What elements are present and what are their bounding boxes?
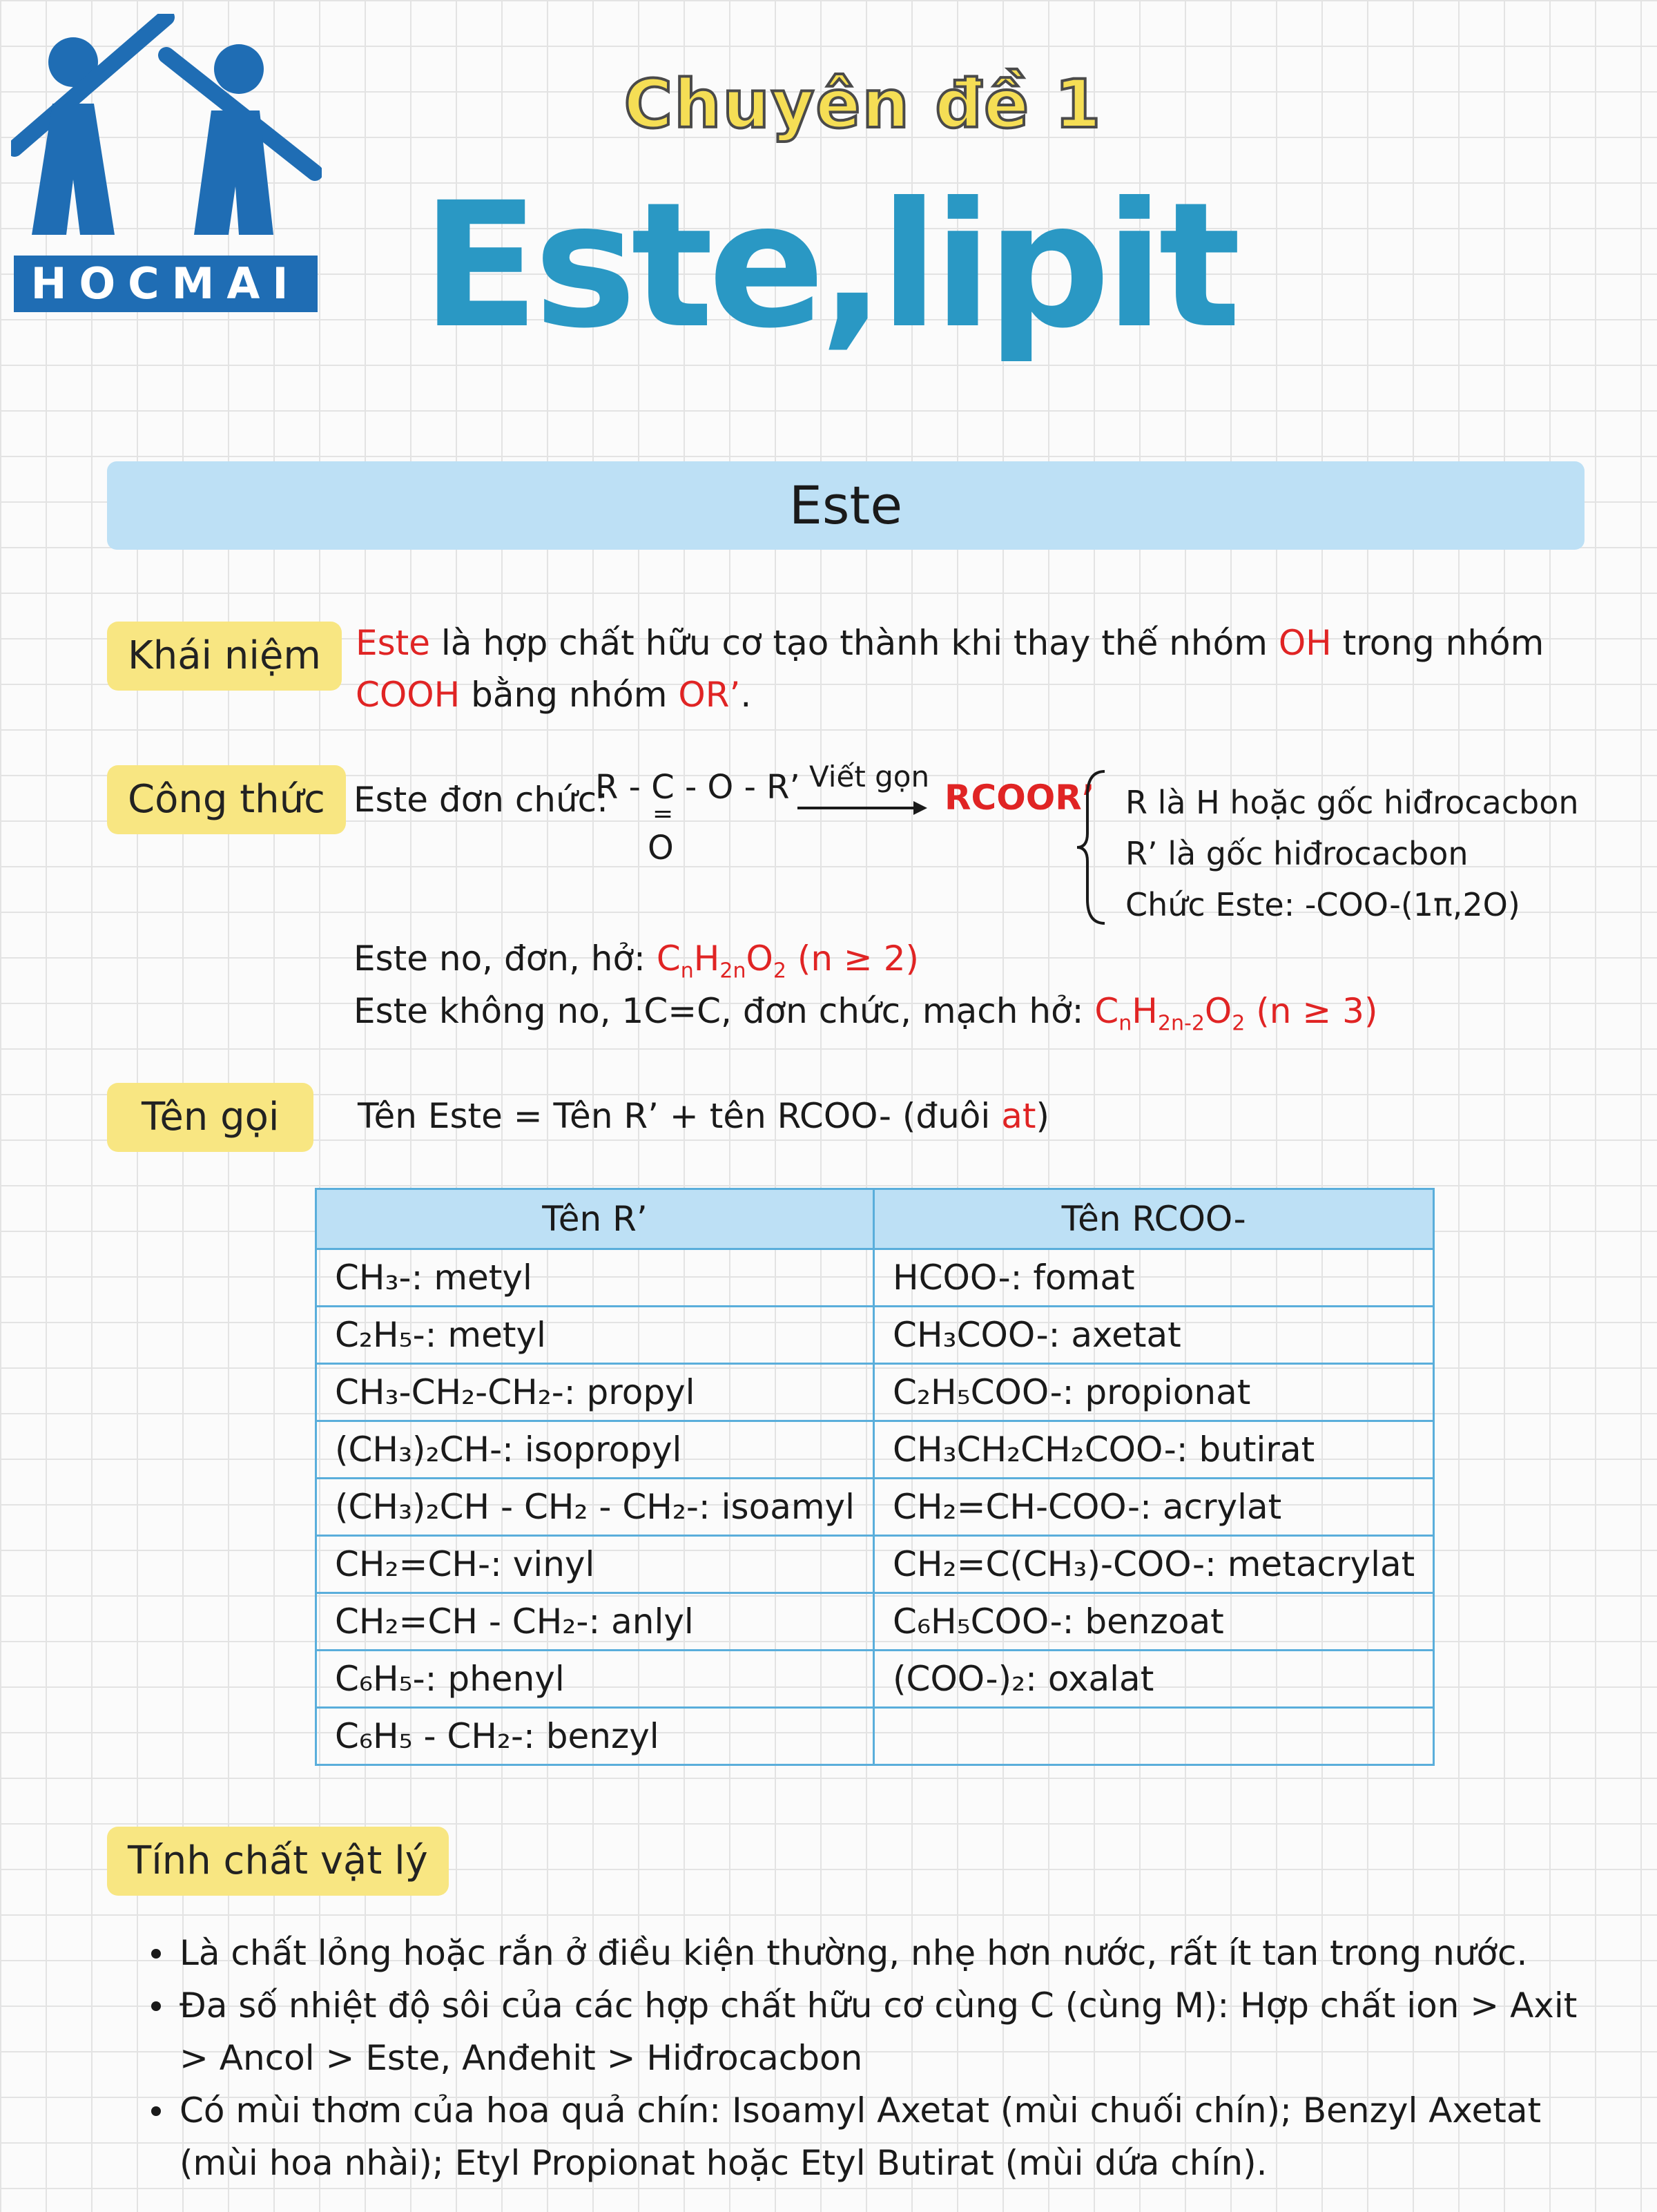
cell-ten-rcoo: CH₃COO-: axetat: [874, 1307, 1434, 1364]
list-item: Đa số nhiệt độ sôi của các hợp chất hữu cơ cùng C (cùng M): Hợp chất ion > Axit > Ancol > Este, Anđehit > Hiđrocacbon: [148, 1979, 1598, 2084]
tag-cong-thuc: Công thức: [107, 765, 346, 834]
table-row: [316, 1651, 1434, 1708]
properties-list: [148, 1927, 1598, 2189]
naming-table: [315, 1188, 1435, 1766]
cell-ten-r: C₂H₅-: metyl: [316, 1307, 874, 1364]
cell-ten-rcoo: C₂H₅COO-: propionat: [874, 1364, 1434, 1421]
definition-line-1: Este là hợp chất hữu cơ tạo thành khi thay thế nhóm OH trong nhóm: [356, 623, 1544, 663]
cell-ten-rcoo: CH₂=C(CH₃)-COO-: metacrylat: [874, 1536, 1434, 1593]
carbonyl-oxygen: O: [648, 829, 674, 867]
table-row: [316, 1708, 1434, 1765]
note-r-prime: R’ là gốc hiđrocacbon: [1125, 835, 1469, 872]
tag-tinh-chat-vat-ly: Tính chất vật lý: [107, 1827, 449, 1896]
topic-number: Chuyên đề 1: [623, 66, 1103, 143]
note-chuc-este: Chức Este: -COO-(1π,2O): [1125, 886, 1520, 923]
cell-ten-r: CH₃-CH₂-CH₂-: propyl: [316, 1364, 874, 1421]
logo-wordmark: HOCMAI: [14, 256, 318, 312]
note-r: R là H hoặc gốc hiđrocacbon: [1125, 784, 1579, 821]
list-item: Có mùi thơm của hoa quả chín: Isoamyl Axetat (mùi chuối chín); Benzyl Axetat (mùi hoa nhài); Etyl Propionat hoặc Etyl Butirat (mùi dứa chín).: [148, 2084, 1598, 2189]
don-chuc-label: Este đơn chức:: [353, 780, 609, 820]
table-row: [316, 1536, 1434, 1593]
arrow-label: Viết gọn: [809, 760, 930, 794]
cell-ten-r: CH₂=CH - CH₂-: anlyl: [316, 1593, 874, 1651]
table-row: [316, 1364, 1434, 1421]
term-oh: OH: [1278, 623, 1332, 663]
naming-rule: Tên Este = Tên R’ + tên RCOO- (đuôi at): [358, 1096, 1049, 1136]
term-este: Este: [356, 623, 431, 663]
cell-ten-rcoo: CH₃CH₂CH₂COO-: butirat: [874, 1421, 1434, 1479]
curly-brace-icon: [1074, 768, 1108, 927]
table-row: [316, 1249, 1434, 1307]
table-row: [316, 1479, 1434, 1536]
rcoor-formula: RCOOR’: [944, 778, 1095, 818]
section-banner: Este: [107, 461, 1585, 550]
cell-ten-r: CH₂=CH-: vinyl: [316, 1536, 874, 1593]
cell-ten-rcoo: [874, 1708, 1434, 1765]
cell-ten-r: (CH₃)₂CH - CH₂ - CH₂-: isoamyl: [316, 1479, 874, 1536]
page-title: Este,lipit: [421, 165, 1236, 366]
term-cooh: COOH: [356, 675, 461, 715]
tag-ten-goi: Tên gọi: [107, 1083, 313, 1152]
general-formula-khong-no: $C_nH_{2n-2}O_2$ (n ≥ 3): [1094, 991, 1378, 1036]
column-header: Tên R’: [316, 1189, 874, 1249]
table-row: [316, 1307, 1434, 1364]
table-header-row: [316, 1189, 1434, 1249]
cell-ten-r: (CH₃)₂CH-: isopropyl: [316, 1421, 874, 1479]
structural-formula: R - C - O - R’: [595, 768, 800, 807]
double-bond: =: [652, 800, 674, 828]
cell-ten-rcoo: HCOO-: fomat: [874, 1249, 1434, 1307]
table-row: [316, 1421, 1434, 1479]
suffix-at: at: [1001, 1096, 1036, 1136]
este-no-don-ho: Este no, đơn, hở: $C_nH_{2n}O_2$ (n ≥ 2): [353, 939, 920, 983]
right-arrow-icon: [797, 798, 929, 818]
list-item: Là chất lỏng hoặc rắn ở điều kiện thường, nhẹ hơn nước, rất ít tan trong nước.: [148, 1927, 1598, 1979]
cell-ten-rcoo: (COO-)₂: oxalat: [874, 1651, 1434, 1708]
cell-ten-rcoo: C₆H₅COO-: benzoat: [874, 1593, 1434, 1651]
este-khong-no: Este không no, 1C=C, đơn chức, mạch hở: $C_nH_{2n-2}O_2$ (n ≥ 3): [353, 991, 1378, 1036]
table-row: [316, 1593, 1434, 1651]
cell-ten-r: C₆H₅ - CH₂-: benzyl: [316, 1708, 874, 1765]
definition-line-2: COOH bằng nhóm OR’.: [356, 675, 752, 715]
cell-ten-r: CH₃-: metyl: [316, 1249, 874, 1307]
cell-ten-r: C₆H₅-: phenyl: [316, 1651, 874, 1708]
term-or: OR’: [678, 675, 741, 715]
tag-khai-niem: Khái niệm: [107, 622, 342, 691]
cell-ten-rcoo: CH₂=CH-COO-: acrylat: [874, 1479, 1434, 1536]
column-header: Tên RCOO-: [874, 1189, 1434, 1249]
general-formula-no: $C_nH_{2n}O_2$ (n ≥ 2): [656, 939, 920, 983]
